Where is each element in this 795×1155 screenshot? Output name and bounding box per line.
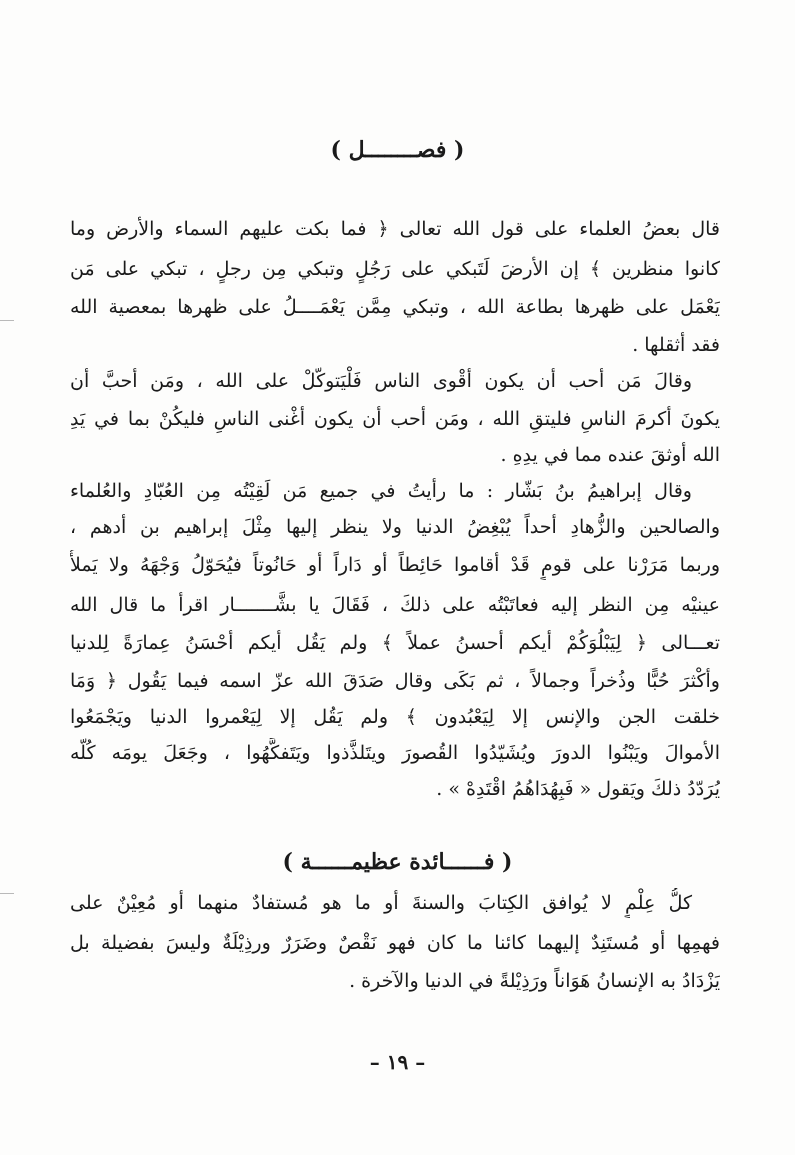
text-line: خلقت الجن والإنس إلا لِيَعْبُدون ﴾ ولم يَقُل إلا لِيَعْمروا الدنيا ويَجْمَعُوا bbox=[70, 706, 720, 728]
benefit-heading: ( فــــــائدة عظيمــــــة ) bbox=[282, 849, 513, 875]
text-line: وقال إبراهيمُ بنُ بَشّار : ما رأيتُ في جميع مَن لَقِيْتُه مِن العُبّادِ والعُلماء bbox=[70, 480, 692, 502]
text-line: وقالَ مَن أحب أن يكون أقْوى الناس فَلْيَتوكّلْ على الله ، ومَن أحبَّ أن bbox=[70, 370, 692, 392]
margin-mark bbox=[0, 893, 14, 894]
text-line: وربما مَرَرْنا على قومٍ قَدْ أقاموا حَائِطاً أو دَاراً أو حَانُوتاً فيُحَوّلُ وَجْهَهُ ولا يَملأُ bbox=[70, 554, 720, 576]
text-line: قال بعضُ العلماء على قول الله تعالى ﴿ فما بكت عليهم السماء والأرض وما bbox=[70, 218, 720, 240]
text-line: الأموالَ ويَبْنُوا الدورَ ويُشَيّدُوا القُصورَ ويتَلذَّذوا ويَتَفكَّهُوا ، وجَعَلَ يومَه كُلّه bbox=[70, 742, 720, 764]
text-line: الله أوثقَ عنده مما في يدِهِ . bbox=[500, 444, 720, 466]
text-line: يُرَدّدُ ذلكَ ويَقول « فَبِهُدَاهُمُ اقْتَدِهْ » . bbox=[436, 778, 720, 800]
text-line: فقد أثقلها . bbox=[632, 334, 720, 356]
text-line: يكونَ أكرمَ الناسِ فليتقِ الله ، ومَن أحب أن يكون أغْنى الناسِ فليكُنْ بما في يَدِ bbox=[70, 408, 720, 430]
text-line: والصالحين والزُّهادِ أحداً يُبْغِضُ الدنيا ولا ينظر إليها مِثْلَ إبراهيم بن أدهم ، bbox=[70, 516, 720, 538]
text-line: يَزْدَادُ به الإنسانُ هَوَاناً ورَذِيْلةً في الدنيا والآخرة . bbox=[349, 970, 720, 992]
text-line: وأكْثرَ حُبًّا وذُخراً وجمالاً ، ثم بَكَى وقال صَدَقَ الله عزّ اسمه فيما يَقُول ﴿ وَمَا bbox=[70, 670, 720, 692]
page-number: – ١٩ – bbox=[369, 1050, 426, 1074]
text-line: عينيْه مِن النظر إليه فعاتَبْتُه على ذلكَ ، فَقَالَ يا بشَّـــــــار اقرأ ما قال الله bbox=[70, 594, 720, 616]
text-line: فهمِها أو مُستَنِدٌ إليهما كائنا ما كان فهو نَقْصٌ وضَرَرٌ ورذِيْلَةٌ وليسَ بفضيلة بل bbox=[70, 932, 720, 954]
text-line: يَعْمَل على ظهرها بطاعة الله ، وتبكي مِمَّن يَعْمَــــلُ على ظهرها بمعصية الله bbox=[70, 296, 720, 318]
text-line: تعـــالى ﴿ لِيَبْلُوَكُمْ أيكم أحسنُ عملاً ﴾ ولم يَقُل أيكم أحْسَنُ عِمارَةً لِلدنيا bbox=[70, 632, 720, 654]
section-heading: ( فصــــــــل ) bbox=[330, 137, 465, 163]
text-line: كلُّ عِلْمٍ لا يُوافق الكِتابَ والسنةَ أو ما هو مُستفادٌ منهما أو مُعِيْنٌ على bbox=[70, 892, 692, 914]
margin-mark bbox=[0, 320, 14, 321]
text-line: كانوا منظرين ﴾ إن الأرضَ لَتَبكي على رَجُلٍ وتبكي مِن رجلٍ ، تبكي على مَن bbox=[70, 258, 720, 280]
